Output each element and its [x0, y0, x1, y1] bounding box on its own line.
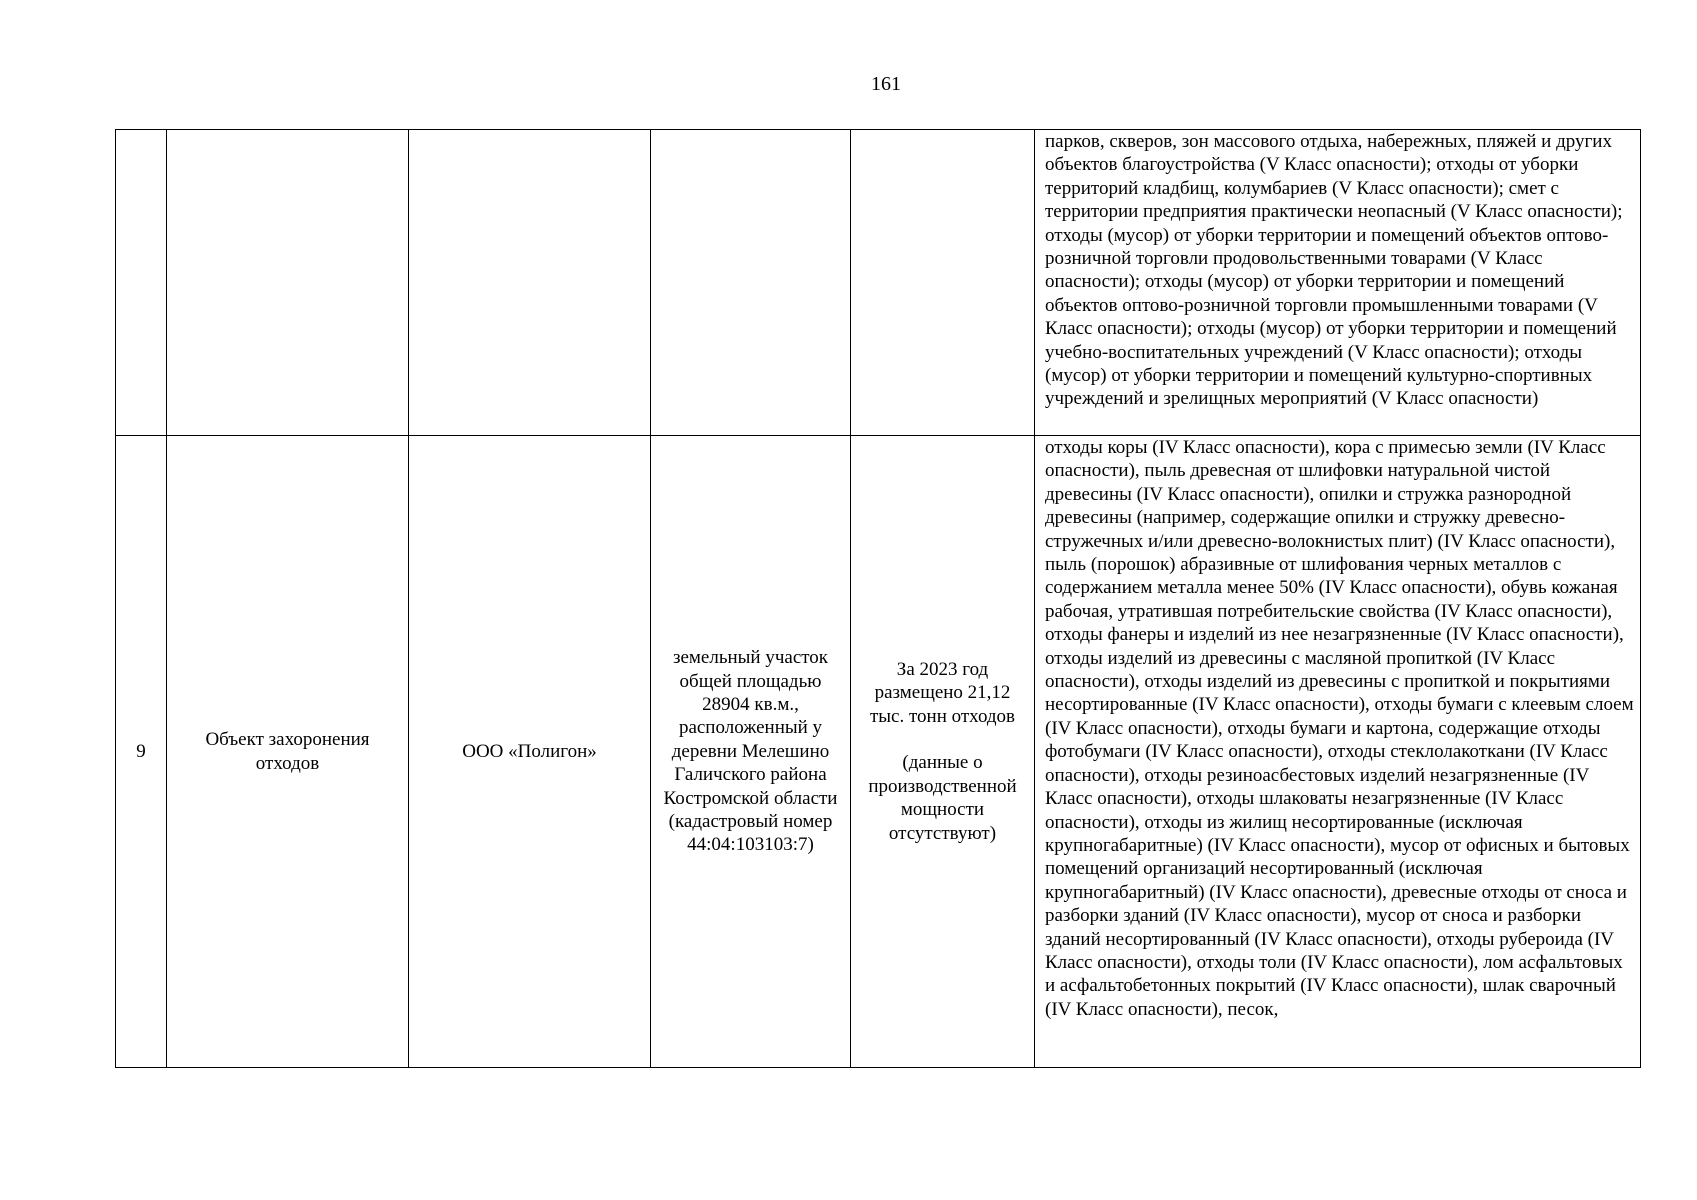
cell-capacity [851, 436, 1035, 1068]
waste-types-text: отходы коры (IV Класс опасности), кора с примесью земли (IV Класс опасности), пыль древесная от шлифовки натуральной чистой древесины (IV Класс опасности), опилки и стружка разнородной древесины (например, содержащие опилки и стружку древесно-стружечных и/или древесно-волокнистых плит) (IV Класс опасности), пыль (порошок) абразивные от шлифования черных металлов с содержанием металла менее 50% (IV Класс опасности), обувь кожаная рабочая, утратившая потребительские свойства (IV Класс опасности), отходы фанеры и изделий из нее незагрязненные (IV Класс опасности), отходы изделий из древесины с масляной пропиткой (IV Класс опасности), отходы изделий из древесины с пропиткой и покрытиями несортированные (IV Класс опасности), отходы бумаги с клеевым слоем (IV Класс опасности), отходы бумаги и картона, содержащие отходы фотобумаги (IV Класс опасности), отходы стеклолакоткани (IV Класс опасности), отходы резиноасбестовых изделий незагрязненные (IV Класс опасности), отходы шлаковаты незагрязненные (IV Класс опасности), отходы из жилищ несортированные (исключая крупногабаритные) (IV Класс опасности), мусор от офисных и бытовых помещений организаций несортированный (исключая крупногабаритный) (IV Класс опасности), древесные отходы от сноса и разборки зданий (IV Класс опасности), мусор от сноса и разборки зданий несортированный (IV Класс опасности), отходы рубероида (IV Класс опасности), отходы толи (IV Класс опасности), лом асфальтовых и асфальтобетонных покрытий (IV Класс опасности), шлак сварочный (IV Класс опасности), песок, [1045, 437, 1634, 1020]
waste-types-text: парков, скверов, зон массового отдыха, набережных, пляжей и других объектов благоустройства (V Класс опасности); отходы от уборки территорий кладбищ, колумбариев (V Класс опасности); смет с территории предприятия практически неопасный (V Класс опасности); отходы (мусор) от уборки территории и помещений объектов оптово-розничной торговли продовольственными товарами (V Класс опасности); отходы (мусор) от уборки территории и помещений объектов оптово-розничной торговли промышленными товарами (V Класс опасности); отходы (мусор) от уборки территории и помещений учебно-воспитательных учреждений (V Класс опасности); отходы (мусор) от уборки территории и помещений культурно-спортивных учреждений и зрелищных мероприятий (V Класс опасности) [1045, 131, 1623, 410]
cell-location [651, 130, 851, 436]
cell-waste-types [1035, 436, 1641, 1068]
waste-facilities-table [115, 129, 1641, 1068]
cell-waste-types [1035, 130, 1641, 436]
capacity-gap [861, 728, 1024, 751]
capacity-placed: За 2023 год размещено 21,12 тыс. тонн отходов [869, 658, 1016, 727]
cell-object: Объект захоронения отходов [167, 436, 409, 1068]
cell-operator: ООО «Полигон» [409, 436, 651, 1068]
cell-location: земельный участок общей площадью 28904 кв.м., расположенный у деревни Мелешино Галичского района Костромской области (кадастровый номер 44:04:103103:7) [651, 436, 851, 1068]
cell-number [116, 130, 167, 436]
cell-number: 9 [116, 436, 167, 1068]
table-row [116, 436, 1641, 1068]
capacity-note: (данные о производственной мощности отсутствуют) [868, 752, 1017, 844]
cell-object [167, 130, 409, 436]
cell-capacity [851, 130, 1035, 436]
page-number: 161 [871, 73, 901, 95]
table-row-continued [116, 130, 1641, 436]
cell-operator [409, 130, 651, 436]
